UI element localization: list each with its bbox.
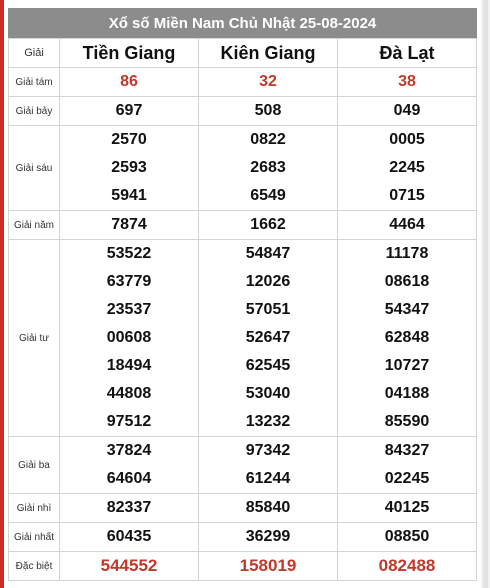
prize-number: 18494 (106, 357, 152, 374)
prize-number: 158019 (239, 556, 297, 575)
prize-number: 12026 (245, 273, 291, 290)
prize-number: 37824 (106, 442, 152, 459)
prize-number: 53522 (106, 245, 152, 262)
prize-number: 84327 (384, 442, 430, 459)
prize-number: 23537 (106, 301, 152, 318)
prize-number: 13232 (245, 413, 291, 430)
province-da-lat: Đà Lạt (338, 39, 477, 68)
prize-number: 97342 (245, 442, 291, 459)
prize-special-row (9, 552, 477, 581)
prize-8-row (9, 68, 477, 97)
prize-cell (338, 240, 477, 437)
prize-number: 54347 (384, 301, 430, 318)
prize-number: 63779 (106, 273, 152, 290)
prize-4-row (9, 240, 477, 437)
prize-number: 02245 (384, 470, 430, 487)
prize-cell (199, 97, 338, 126)
prize-number: 1662 (250, 216, 286, 233)
prize-cell (338, 523, 477, 552)
prize-number: 53040 (245, 385, 291, 402)
prize-cell (199, 211, 338, 240)
prize-cell (60, 126, 199, 211)
prize-number: 60435 (106, 528, 152, 545)
prize-number: 6549 (250, 187, 286, 204)
prize-cell (199, 126, 338, 211)
prize-number: 85840 (245, 499, 291, 516)
prize-number: 64604 (106, 470, 152, 487)
left-accent-bar (0, 0, 4, 588)
prize-3-row (9, 437, 477, 494)
prize-number: 5941 (111, 187, 147, 204)
prize-number: 52647 (245, 329, 291, 346)
prize-cell (338, 211, 477, 240)
prize-2-row (9, 494, 477, 523)
province-tien-giang: Tiền Giang (60, 39, 199, 68)
prize-number: 2683 (250, 159, 286, 176)
prize-number: 2593 (111, 159, 147, 176)
scrollbar-track[interactable] (483, 0, 488, 588)
prize-cell (60, 211, 199, 240)
prize-number: 544552 (100, 556, 158, 575)
prize-cell (60, 523, 199, 552)
prize-number: 082488 (378, 556, 436, 575)
prize-number: 85590 (384, 413, 430, 430)
prize-number: 57051 (245, 301, 291, 318)
lottery-result-table (8, 8, 477, 581)
prize-number: 4464 (389, 216, 425, 233)
prize-cell (199, 552, 338, 581)
prize-cell (338, 68, 477, 97)
prize-cell (60, 552, 199, 581)
prize-number: 61244 (245, 470, 291, 487)
prize-number: 86 (120, 73, 138, 90)
prize-cell (199, 68, 338, 97)
prize-number: 00608 (106, 329, 152, 346)
prize-cell (338, 97, 477, 126)
prize-number: 08850 (384, 528, 430, 545)
prize-number: 049 (393, 102, 421, 119)
prize-7-row (9, 97, 477, 126)
province-kien-giang: Kiên Giang (199, 39, 338, 68)
prize-number: 0822 (250, 131, 286, 148)
prize-number: 11178 (385, 245, 429, 262)
prize-label: Giải nhất (9, 523, 60, 552)
prize-number: 0715 (389, 187, 425, 204)
prize-label: Giải năm (9, 211, 60, 240)
prize-number: 44808 (106, 385, 152, 402)
prize-label: Giải bảy (9, 97, 60, 126)
prize-number: 04188 (384, 385, 430, 402)
prize-cell (60, 240, 199, 437)
prize-cell (338, 494, 477, 523)
prize-1-row (9, 523, 477, 552)
prize-number: 54847 (245, 245, 291, 262)
prize-cell (338, 552, 477, 581)
prize-cell (338, 437, 477, 494)
table-title: Xổ số Miền Nam Chủ Nhật 25-08-2024 (8, 8, 477, 38)
prize-label: Đặc biệt (9, 552, 60, 581)
prize-label: Giải tám (9, 68, 60, 97)
prize-number: 10727 (384, 357, 430, 374)
prize-number: 697 (115, 102, 143, 119)
prize-number: 62545 (245, 357, 291, 374)
prize-label: Giải ba (9, 437, 60, 494)
prize-number: 97512 (106, 413, 152, 430)
prize-number: 2245 (389, 159, 425, 176)
prize-cell (60, 494, 199, 523)
prize-rows (9, 68, 477, 581)
prize-label: Giải tư (9, 240, 60, 437)
prize-cell (60, 437, 199, 494)
prize-cell (199, 240, 338, 437)
prize-cell (60, 68, 199, 97)
prize-cell (199, 494, 338, 523)
prize-number: 508 (254, 102, 282, 119)
prize-cell (338, 126, 477, 211)
prize-number: 32 (259, 73, 277, 90)
prize-6-row (9, 126, 477, 211)
prize-number: 08618 (384, 273, 430, 290)
scrollbar[interactable] (481, 0, 490, 588)
prize-number: 62848 (384, 329, 430, 346)
prize-number: 40125 (384, 499, 430, 516)
prize-cell (60, 97, 199, 126)
prize-cell (199, 437, 338, 494)
prize-number: 7874 (111, 216, 147, 233)
prize-number: 82337 (106, 499, 152, 516)
prize-number: 36299 (245, 528, 291, 545)
prize-label: Giải nhì (9, 494, 60, 523)
header-prize-label: Giải (9, 39, 60, 68)
prize-number: 38 (398, 73, 416, 90)
prize-label: Giải sáu (9, 126, 60, 211)
results-grid (8, 38, 477, 581)
prize-number: 0005 (389, 131, 425, 148)
prize-cell (199, 523, 338, 552)
header-row (9, 39, 477, 68)
prize-5-row (9, 211, 477, 240)
prize-number: 2570 (111, 131, 147, 148)
